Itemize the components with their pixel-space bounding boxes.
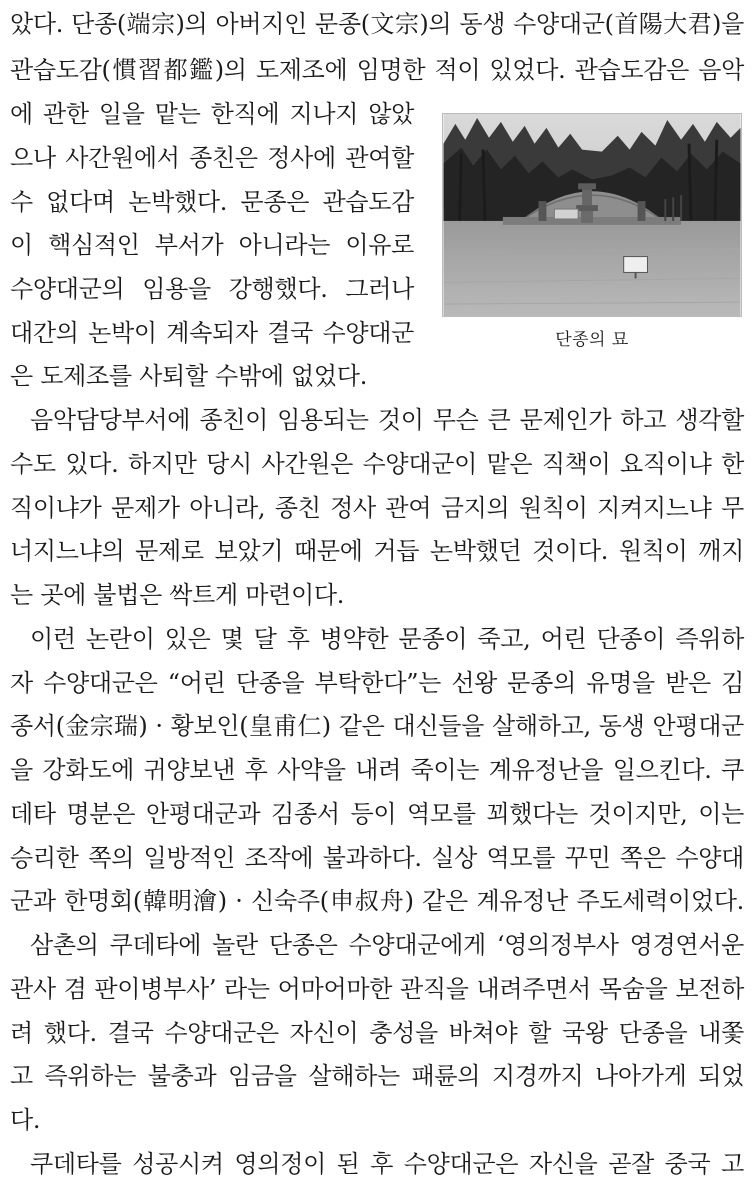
- text-line: 자 수양대군은 “어린 단종을 부탁한다”는 선왕 문종의 유명을 받은 김: [10, 669, 744, 697]
- paragraph-start-line: 음악담당부서에 종친이 임용되는 것이 무슨 큰 문제인가 하고 생각할: [30, 406, 744, 434]
- text-line: 다.: [10, 1106, 41, 1134]
- text-line: 승리한 쪽의 일방적인 조작에 불과하다. 실상 역모를 꾸민 쪽은 수양대: [10, 844, 744, 872]
- text-line: 수양대군의 임용을 강행했다. 그러나: [10, 275, 414, 303]
- text-line: 는 곳에 불법은 싹트게 마련이다.: [10, 581, 345, 609]
- text-line: 았다. 단종(端宗)의 아버지인 문종(文宗)의 동생 수양대군(首陽大君)을: [10, 10, 744, 38]
- paragraph-start-line: 이런 논란이 있은 몇 달 후 병약한 문종이 죽고, 어린 단종이 즉위하: [30, 625, 744, 653]
- text-line: 관습도감(慣習都鑑)의 도제조에 임명한 적이 있었다. 관습도감은 음악: [10, 56, 744, 84]
- text-line: 을 강화도에 귀양보낸 후 사약을 내려 죽이는 계유정난을 일으킨다. 쿠: [10, 756, 744, 784]
- text-line: 려 했다. 결국 수양대군은 자신이 충성을 바쳐야 할 국왕 단종을 내쫓: [10, 1019, 744, 1047]
- text-line: 수도 있다. 하지만 당시 사간원은 수양대군이 맡은 직책이 요직이냐 한: [10, 450, 744, 478]
- text-line: 군과 한명회(韓明澮) · 신숙주(申叔舟) 같은 계유정난 주도세력이었다.: [10, 887, 744, 915]
- tomb-photo: [442, 113, 742, 317]
- text-line: 직이냐가 문제가 아니라, 종친 정사 관여 금지의 원칙이 지켜지느냐 무: [10, 494, 744, 522]
- paragraph-start-line: 쿠데타를 성공시켜 영의정이 된 후 수양대군은 자신을 곧잘 중국 고: [30, 1150, 744, 1178]
- text-line: 은 도제조를 사퇴할 수밖에 없었다.: [10, 362, 368, 390]
- text-line: 이 핵심적인 부서가 아니라는 이유로: [10, 231, 414, 259]
- text-line: 으나 사간원에서 종친은 정사에 관여할: [10, 144, 414, 172]
- text-line: 종서(金宗瑞) · 황보인(皇甫仁) 같은 대신들을 살해하고, 동생 안평대군: [10, 712, 744, 740]
- text-line: 고 즉위하는 불충과 임금을 살해하는 패륜의 지경까지 나아가게 되었: [10, 1062, 744, 1090]
- text-line: 에 관한 일을 맡는 한직에 지나지 않았: [10, 100, 414, 128]
- figure: [442, 113, 742, 350]
- paragraph-start-line: 삼촌의 쿠데타에 놀란 단종은 수양대군에게 ‘영의정부사 영경연서운: [30, 931, 744, 959]
- text-line: 너지느냐의 문제로 보았기 때문에 거듭 논박했던 것이다. 원칙이 깨지: [10, 537, 744, 565]
- text-line: 관사 겸 판이병부사’ 라는 어마어마한 관직을 내려주면서 목숨을 보전하: [10, 975, 744, 1003]
- text-line: 대간의 논박이 계속되자 결국 수양대군: [10, 319, 414, 347]
- text-line: 데타 명분은 안평대군과 김종서 등이 역모를 꾀했다는 것이지만, 이는: [10, 800, 744, 828]
- text-line: 수 없다며 논박했다. 문종은 관습도감: [10, 188, 414, 216]
- figure-caption: 단종의 묘: [555, 330, 629, 350]
